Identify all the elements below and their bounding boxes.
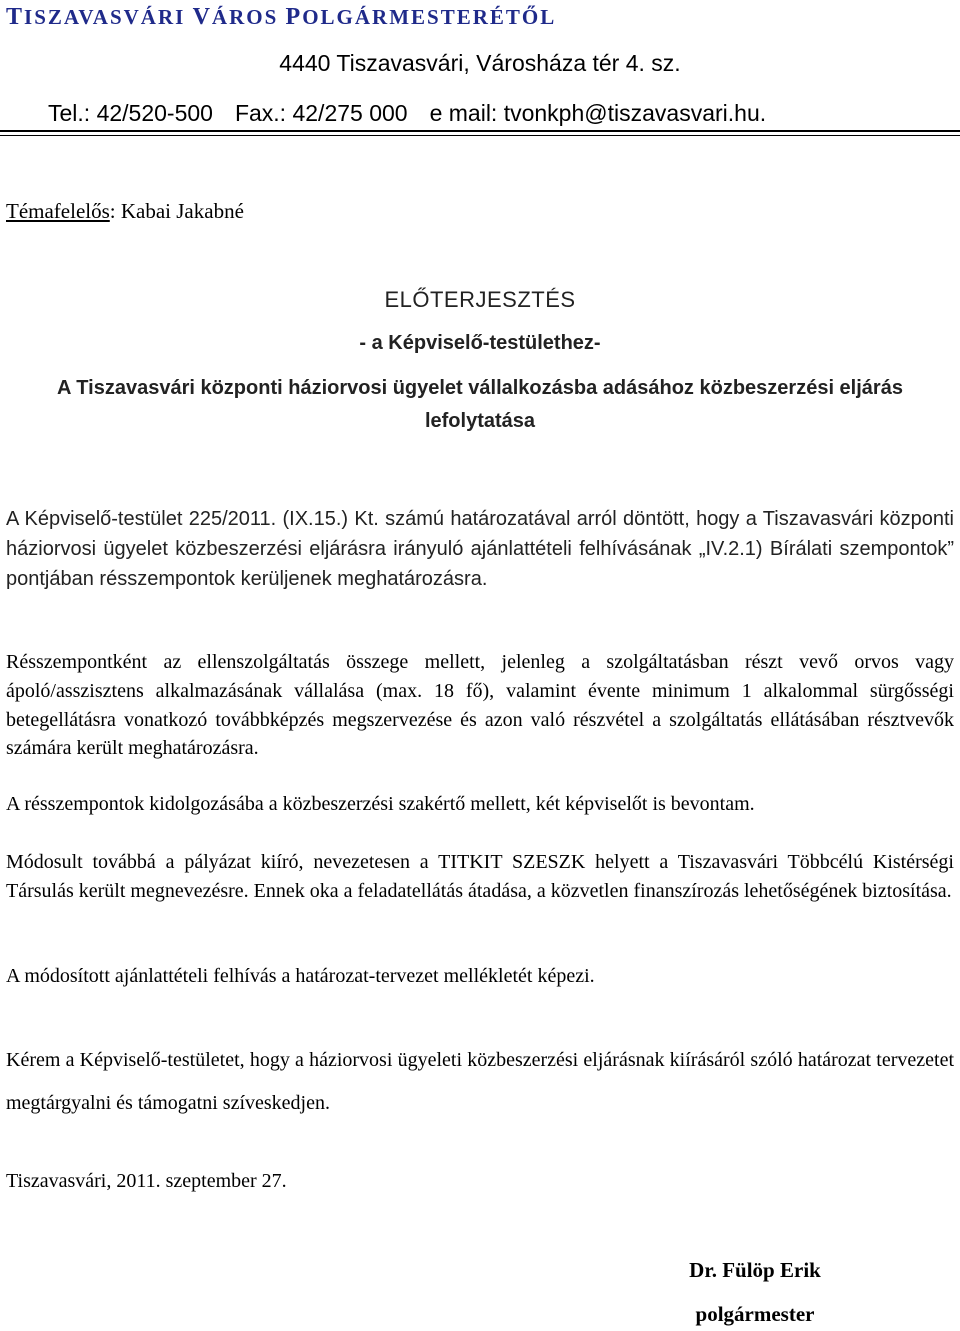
body-paragraph: A résszempontok kidolgozásába a közbeszerzési szakértő mellett, két képviselőt is bevontam. xyxy=(6,793,755,815)
body-paragraph: Módosult továbbá a pályázat kiíró, nevezetesen a TITKIT SZESZK helyett a Tiszavasvári Többcélú Kistérségi Társulás került megnevezésre. Ennek oka a feladatellátás átadása, a közvetlen finanszírozás lehetőségének biztosítása. xyxy=(6,851,954,902)
header-divider-thick xyxy=(0,130,960,132)
title-initial-2: V xyxy=(192,4,212,30)
body-paragraph: Kérem a Képviselő-testületet, hogy a háziorvosi ügyeleti közbeszerzési eljárásnak kiírásáról szóló határozat tervezetet megtárgyalni és támogatni szíveskedjen. xyxy=(6,1049,954,1114)
email-address: e mail: tvonkph@tiszavasvari.hu. xyxy=(429,100,767,126)
body-paragraph: A Képviselő-testület 225/2011. (IX.15.) Kt. számú határozatával arról döntött, hogy a Tiszavasvári központi háziorvosi ügyelet közbeszerzési eljárásra irányuló ajánlattételi felhívásának „IV.2.1) Bírálati szempontok” pontjában résszempontok kerüljenek meghatározásra. xyxy=(6,508,954,590)
header-divider-thin xyxy=(0,135,960,136)
place-and-date: Tiszavasvári, 2011. szeptember 27. xyxy=(6,1170,287,1192)
responsible-person xyxy=(6,199,244,224)
document-subject: A Tiszavasvári központi háziorvosi ügyelet vállalkozásba adásához közbeszerzési eljárás lefolytatása xyxy=(57,377,903,432)
title-initial-3: P xyxy=(285,4,303,30)
title-part-3: OLGÁRMESTERÉTŐL xyxy=(302,5,557,29)
title-part-1: ISZAVASVÁRI xyxy=(24,5,193,29)
title-initial-1: T xyxy=(6,4,25,30)
signer-title: polgármester xyxy=(695,1302,815,1326)
responsible-value: : Kabai Jakabné xyxy=(109,199,244,223)
contact-line xyxy=(48,100,766,127)
phone-number: Tel.: 42/520-500 xyxy=(48,100,213,126)
address-text: 4440 Tiszavasvári, Városháza tér 4. sz. xyxy=(279,50,681,76)
fax-number: Fax.: 42/275 000 xyxy=(234,100,408,126)
body-paragraph: A módosított ajánlattételi felhívás a határozat-tervezet mellékletét képezi. xyxy=(6,965,595,987)
title-part-2: ÁROS xyxy=(211,5,286,29)
office-address xyxy=(0,50,960,77)
document-heading: ELŐTERJESZTÉS xyxy=(384,287,576,312)
letterhead-title xyxy=(6,4,956,31)
document-addressee: - a Képviselő-testülethez- xyxy=(359,332,601,354)
body-paragraph: Résszempontként az ellenszolgáltatás összege mellett, jelenleg a szolgáltatásban részt vevő orvos vagy ápoló/asszisztens alkalmazásának vállalása (max. 18 fő), valamint évente minimum 1 alkalommal sürgősségi betegellátásra vonatkozó továbbképzés megszervezése és azon való részvétel a szolgáltatás ellátásában résztvevők számára került meghatározásra. xyxy=(6,651,954,760)
responsible-label: Témafelelős xyxy=(6,199,110,223)
signer-name: Dr. Fülöp Erik xyxy=(689,1258,821,1282)
